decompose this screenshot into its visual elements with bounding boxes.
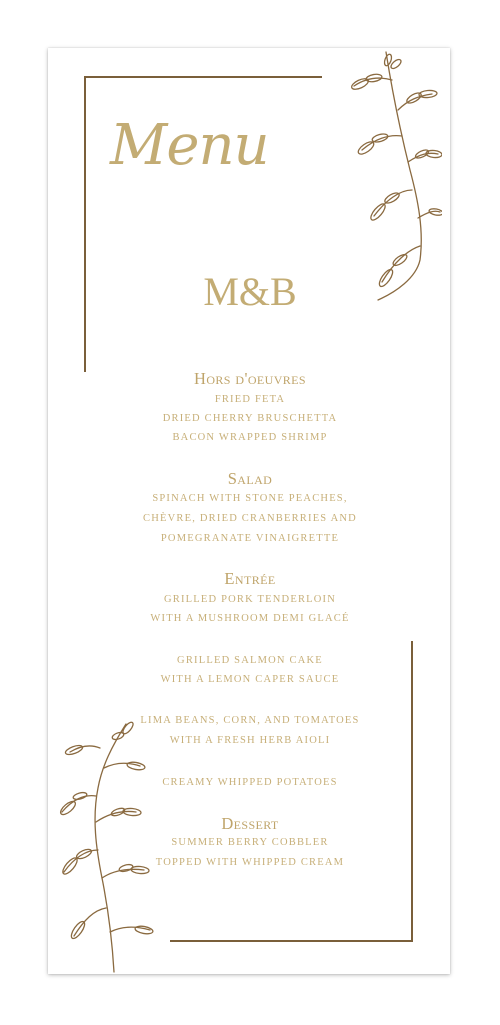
- frame-top-left-vertical: [84, 76, 86, 372]
- menu-item: LIMA BEANS, CORN, AND TOMATOES: [140, 715, 360, 726]
- menu-item: GRILLED SALMON CAKE: [177, 655, 323, 666]
- menu-item: CREAMY WHIPPED POTATOES: [162, 777, 338, 788]
- menu-item: POMEGRANATE VINAIGRETTE: [160, 533, 340, 544]
- section-heading-entree: Entrée: [224, 569, 276, 588]
- menu-item: SPINACH WITH STONE PEACHES,: [152, 493, 348, 504]
- menu-item: CHÈVRE, DRIED CRANBERRIES AND: [143, 513, 357, 524]
- menu-title: Menu: [110, 113, 269, 178]
- menu-item: TOPPED WITH WHIPPED CREAM: [155, 857, 345, 868]
- menu-item: FRIED FETA: [214, 394, 286, 405]
- menu-item: GRILLED PORK TENDERLOIN: [163, 594, 337, 605]
- couple-monogram: M&B: [203, 269, 297, 314]
- menu-item: DRIED CHERRY BRUSCHETTA: [162, 413, 338, 424]
- leafy-sprig-icon: [348, 50, 442, 302]
- section-heading-dessert: Dessert: [221, 814, 279, 833]
- frame-top-left-horizontal: [84, 76, 322, 78]
- menu-item: WITH A LEMON CAPER SAUCE: [160, 674, 340, 685]
- menu-item: WITH A FRESH HERB AIOLI: [169, 735, 331, 746]
- menu-item: SUMMER BERRY COBBLER: [171, 837, 329, 848]
- menu-item: BACON WRAPPED SHRIMP: [172, 432, 328, 443]
- section-heading-hors-doeuvres: Hors d'oeuvres: [194, 369, 306, 388]
- frame-bottom-right-vertical: [411, 641, 413, 942]
- frame-bottom-right-horizontal: [170, 940, 413, 942]
- section-heading-salad: Salad: [227, 469, 273, 488]
- menu-item: WITH A MUSHROOM DEMI GLACÉ: [150, 613, 350, 624]
